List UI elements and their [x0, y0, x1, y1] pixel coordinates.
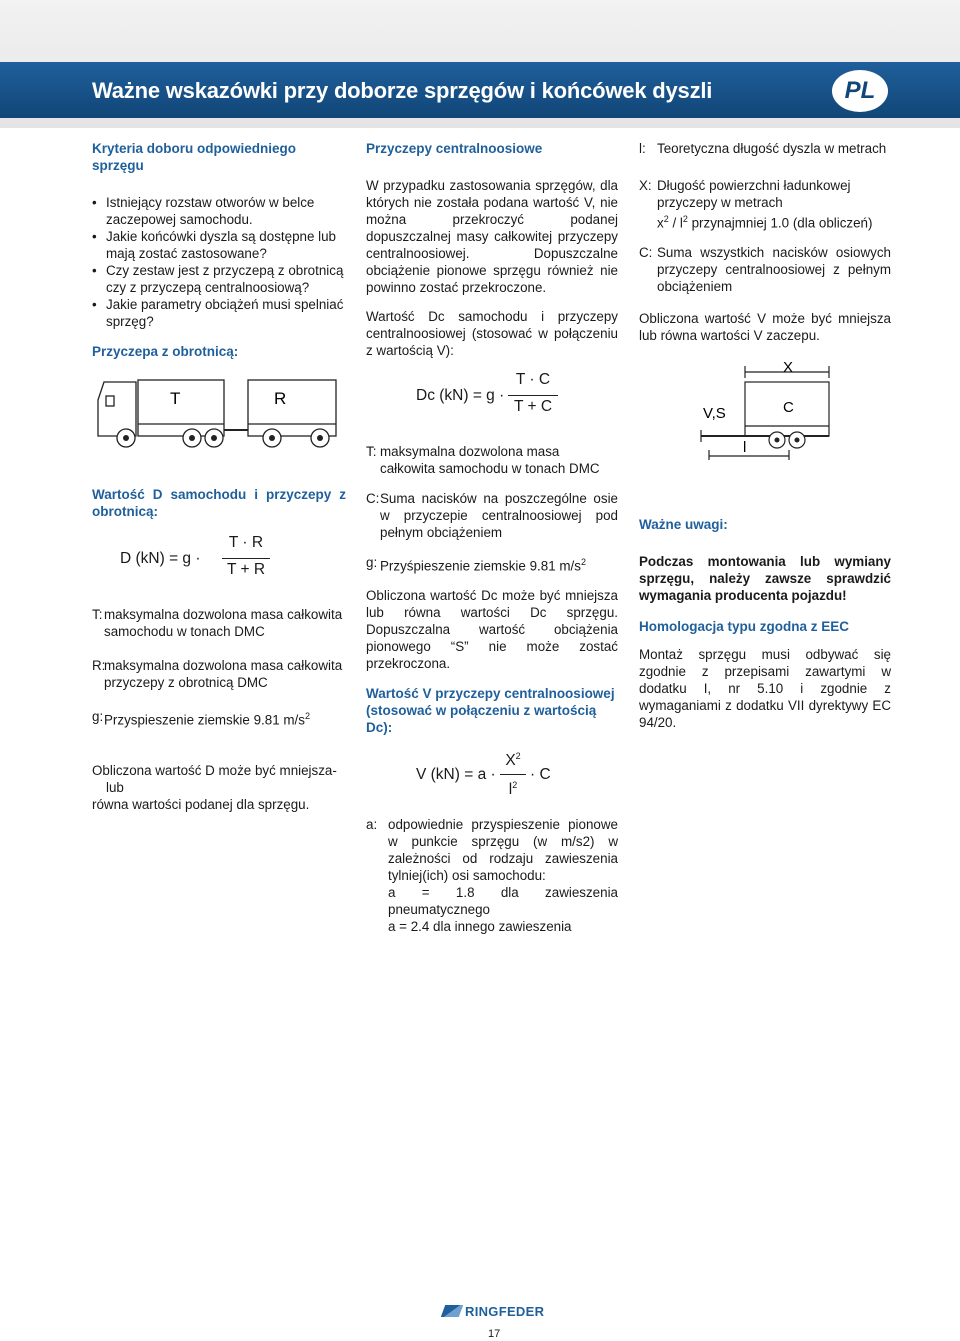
v-closing-note: Obliczona wartość V może być mniejsza lub równa wartości V zaczepu.: [639, 311, 891, 344]
list-item: • Czy zestaw jest z przyczepą z obrotnicą czy z przyczepą centralnoosiową?: [92, 262, 346, 296]
formula-numerator: T · R: [228, 534, 264, 551]
formula-numerator: T · C: [515, 371, 551, 388]
column-middle: [366, 140, 618, 935]
diagram-label-l: l: [743, 439, 747, 457]
list-item: • Jakie końcówki dyszla są dostępne lub mają zostać zastosowane?: [92, 228, 346, 262]
homologation-text: Montaż sprzęgu musi odbywać się zgodnie z przepisami zawartymi w dodatku I, nr 5.10 i zgodnie z wymaganiami z dodatku VII dyrektywy EC 94/20.: [639, 647, 891, 731]
logo-mark-icon: [441, 1305, 463, 1317]
homologation-heading: Homologacja typu zgodna z EEC: [639, 619, 850, 635]
list-item: • Istniejący rozstaw otworów w belce zaczepowej samochodu.: [92, 194, 346, 228]
column-right: [639, 140, 891, 731]
page-title: Ważne wskazówki przy doborze sprzęgów i końcówek dyszli: [92, 78, 713, 103]
diagram-label-x: X: [783, 360, 794, 377]
truck-body: [138, 380, 224, 436]
definition-a: a: odpowiednie przyspieszenie pionowe w punkcie sprzęgu (w m/s2) w zależności od rodzaju zawieszenia tylniej(ich) osi samochodu: a = 1.8 dla zawieszenia pneumatycznego a = 2.4 dla innego zawieszenia: [366, 817, 618, 935]
cab-window: [106, 396, 114, 406]
formula-lhs: Dc (kN) = g ·: [416, 387, 505, 404]
central-axle-trailer-diagram: [639, 360, 891, 460]
diagram-label-t: T: [170, 389, 181, 408]
d-definitions: [92, 606, 346, 728]
d-value-heading: Wartość D samochodu i przyczepy z obrotnicą:: [92, 487, 346, 519]
d-closing-note: Obliczona wartość D może być mniejsza- lub równa wartości podanej dla sprzęgu.: [92, 763, 337, 813]
definition-x: X: Długość powierzchni ładunkowej przyczepy w metrach $x^2 / l^2$ przynajmniej 1.0 (dla obliczeń): [639, 178, 873, 231]
truck-trailer-diagram: [92, 374, 346, 454]
central-axle-intro: W przypadku zastosowania sprzęgów, dla których nie została podana wartość V, nie można przekroczyć podanej dopuszczalnej masy całkowitej przyczepy centralnoosiowej. Dopuszczalne obciążenie pionowe sprzęgu również nie powinno zostać przekroczone.: [366, 178, 618, 295]
criteria-heading: Kryteria doboru odpowiedniego sprzęgu: [92, 141, 297, 173]
dc-value-intro: Wartość Dc samochodu i przyczepy centralnoosiowej (stosować w połączeniu z wartością V):: [366, 309, 618, 358]
definition-l: l: Teoretyczna długość dyszla w metrach: [639, 141, 887, 156]
trailer-body: [248, 380, 336, 436]
list-item: • Jakie parametry obciążeń musi spelniać sprzęg?: [92, 296, 346, 330]
definition-g: g: Przyspieszenie ziemskie 9.81 $m/s^2$: [92, 709, 310, 728]
definition-t: T: maksymalna dozwolona masa całkowita samochodu w tonach DMC: [92, 607, 343, 639]
header-banner: [0, 0, 960, 128]
dc-closing-note: Obliczona wartość Dc może być mniejsza lub równa wartości Dc sprzęgu. Dopuszczalna wartość obciążenia pionowego “S” nie może zostać przekroczona.: [366, 588, 618, 672]
formula-rhs: · C: [530, 766, 551, 784]
column-left: [92, 140, 346, 813]
formula-denominator: T + C: [508, 395, 558, 415]
v-formula: [366, 746, 618, 806]
central-axle-heading: Przyczepy centralnoosiowe: [366, 141, 543, 156]
definition-c: C: Suma nacisków na poszczególne osie w przyczepie centralnoosiowej pod pełnym obciążeniem: [366, 491, 618, 540]
diagram-label-r: R: [274, 389, 287, 408]
definition-c: C: Suma wszystkich nacisków osiowych przyczepy centralnoosiowej z pełnym obciążeniem: [639, 245, 891, 295]
important-notes-text: Podczas montowania lub wymiany sprzęgu, należy zawsze sprawdzić wymagania producenta pojazdu!: [639, 554, 891, 604]
formula-numerator: $X^2$: [505, 751, 521, 770]
formula-lhs: D (kN) = g ·: [120, 550, 201, 567]
dc-formula: [366, 371, 618, 423]
a-definition: [366, 816, 618, 935]
dc-definitions: [366, 443, 618, 574]
v-definitions: [639, 140, 891, 295]
definition-r: R: maksymalna dozwolona masa całkowita przyczepy z obrotnicą DMC: [92, 658, 343, 690]
formula-denominator: T + R: [222, 558, 270, 578]
formula-denominator: $l^2$: [500, 774, 526, 798]
ringfeder-logo: RINGFEDER: [443, 1304, 544, 1319]
important-notes-heading: Ważne uwagi:: [639, 517, 728, 533]
definition-t: T: maksymalna dozwolona masa całkowita samochodu w tonach DMC: [366, 444, 600, 476]
language-badge: PL: [832, 70, 888, 112]
truck-cab: [98, 382, 136, 436]
drawbar-trailer-heading: Przyczepa z obrotnicą:: [92, 344, 239, 359]
d-formula: [92, 534, 346, 586]
diagram-label-c: C: [783, 399, 794, 417]
v-value-heading: Wartość V przyczepy centralnoosiowej (stosować w połączeniu z wartością Dc):: [366, 686, 615, 736]
formula-lhs: V (kN) = a ·: [416, 766, 496, 784]
page-number: 17: [488, 1328, 501, 1340]
diagram-label-vs: V,S: [703, 405, 726, 423]
criteria-list: [92, 194, 346, 330]
definition-g: g: Przyśpieszenie ziemskie 9.81 $m/s^2$: [366, 555, 586, 574]
